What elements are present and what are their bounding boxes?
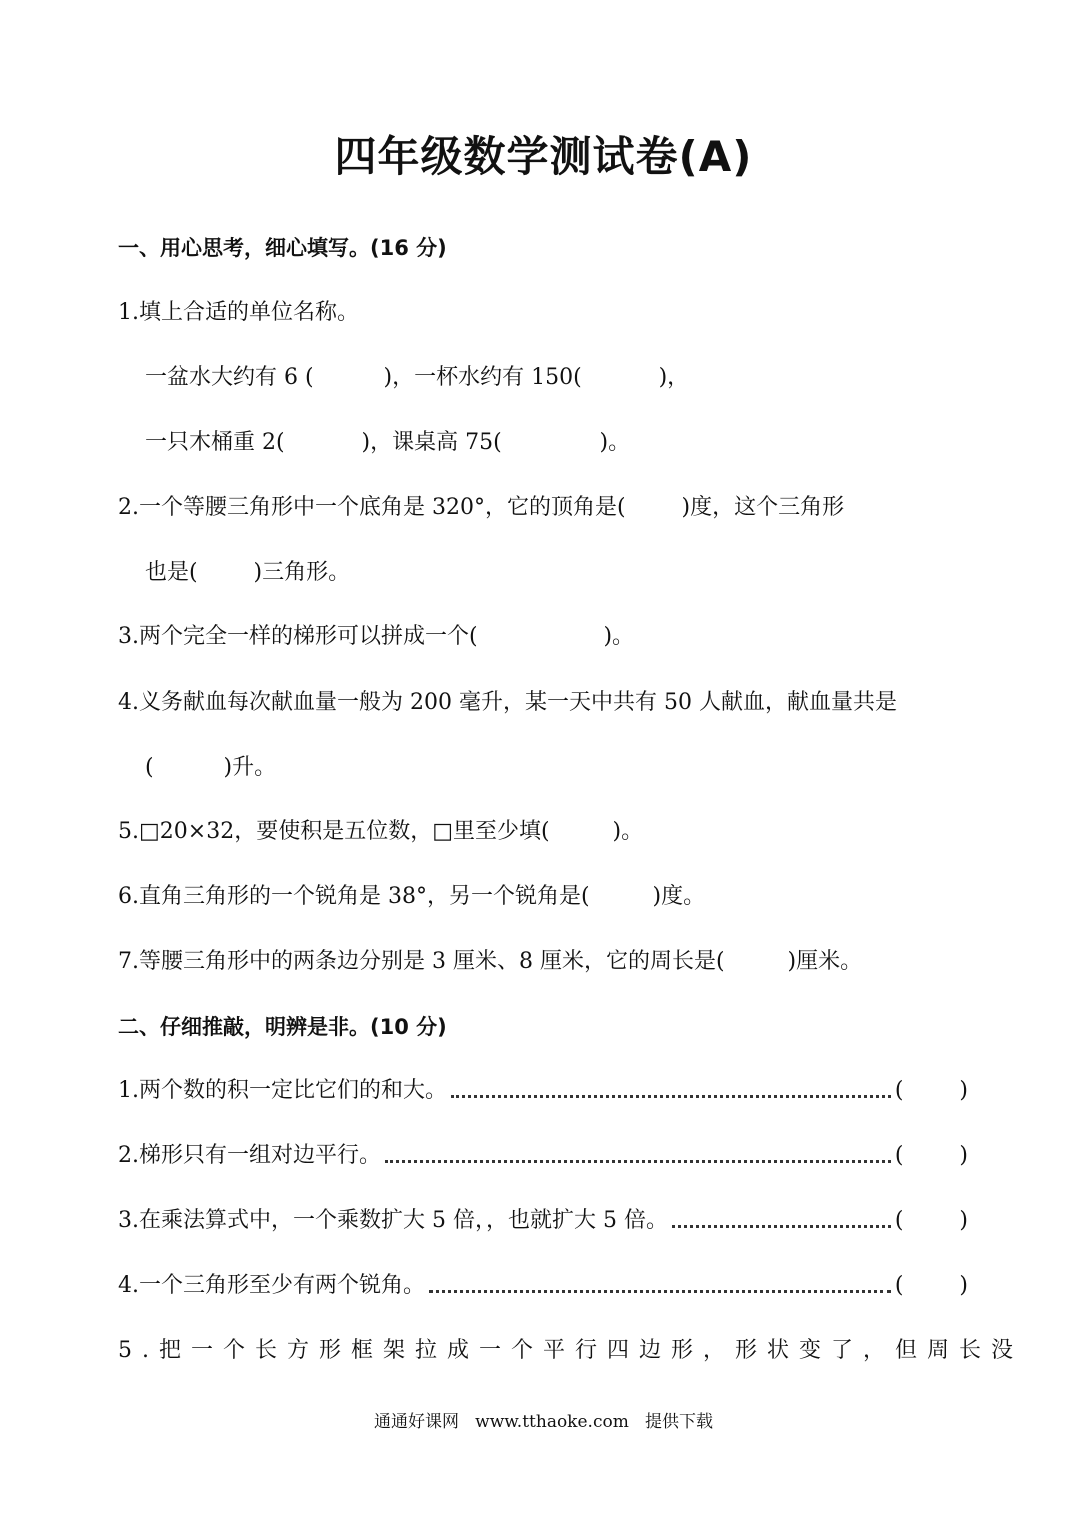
judge-item-text: 4.一个三角形至少有两个锐角。 xyxy=(118,1273,425,1298)
answer-blank: ( ) xyxy=(894,1208,968,1233)
question-4-line-1: 4.义务献血每次献血量一般为 200 毫升，某一天中共有 50 人献血，献血量共是 xyxy=(118,690,897,715)
section-2-heading: 二、仔细推敲，明辨是非。(10 分) xyxy=(118,1015,447,1039)
section-1-heading: 一、用心思考，细心填写。(16 分) xyxy=(118,236,447,260)
dot-leader xyxy=(451,1095,891,1098)
judge-item-text: 2.梯形只有一组对边平行。 xyxy=(118,1143,381,1168)
question-6: 6.直角三角形的一个锐角是 38°，另一个锐角是( )度。 xyxy=(118,884,706,909)
judge-item-text: 3.在乘法算式中，一个乘数扩大 5 倍，，也就扩大 5 倍。 xyxy=(118,1208,668,1233)
question-1-line-1: 一盆水大约有 6 ( )，一杯水约有 150( )， xyxy=(145,365,690,390)
answer-blank: ( ) xyxy=(894,1143,968,1168)
answer-blank: ( ) xyxy=(894,1078,968,1103)
question-3: 3.两个完全一样的梯形可以拼成一个( )。 xyxy=(118,624,635,649)
page-title: 四年级数学测试卷(A) xyxy=(334,132,753,181)
dot-leader xyxy=(672,1225,891,1228)
question-1-line-2: 一只木桶重 2( )，课桌高 75( )。 xyxy=(145,430,631,455)
question-5: 5.□20×32，要使积是五位数，□里至少填( )。 xyxy=(118,819,644,844)
question-2-line-2: 也是( )三角形。 xyxy=(145,560,351,585)
judge-item-4 xyxy=(118,1271,968,1301)
page-footer: 通通好课网 www.tthaoke.com 提供下载 xyxy=(373,1412,714,1432)
dot-leader xyxy=(429,1290,891,1293)
question-1-prompt: 1.填上合适的单位名称。 xyxy=(118,300,359,325)
judge-item-text: 1.两个数的积一定比它们的和大。 xyxy=(118,1078,447,1103)
judge-item-3 xyxy=(118,1206,968,1236)
question-7: 7.等腰三角形中的两条边分别是 3 厘米、8 厘米，它的周长是( )厘米。 xyxy=(118,949,863,974)
judge-item-1 xyxy=(118,1076,968,1106)
judge-item-2 xyxy=(118,1141,968,1171)
question-4-line-2: ( )升。 xyxy=(145,755,277,780)
judge-item-5: 5.把一个长方形框架拉成一个平行四边形，形状变了，但周长没 xyxy=(118,1338,1023,1363)
question-2-line-1: 2.一个等腰三角形中一个底角是 320°，它的顶角是( )度，这个三角形 xyxy=(118,495,845,520)
dot-leader xyxy=(385,1160,891,1163)
answer-blank: ( ) xyxy=(894,1273,968,1298)
